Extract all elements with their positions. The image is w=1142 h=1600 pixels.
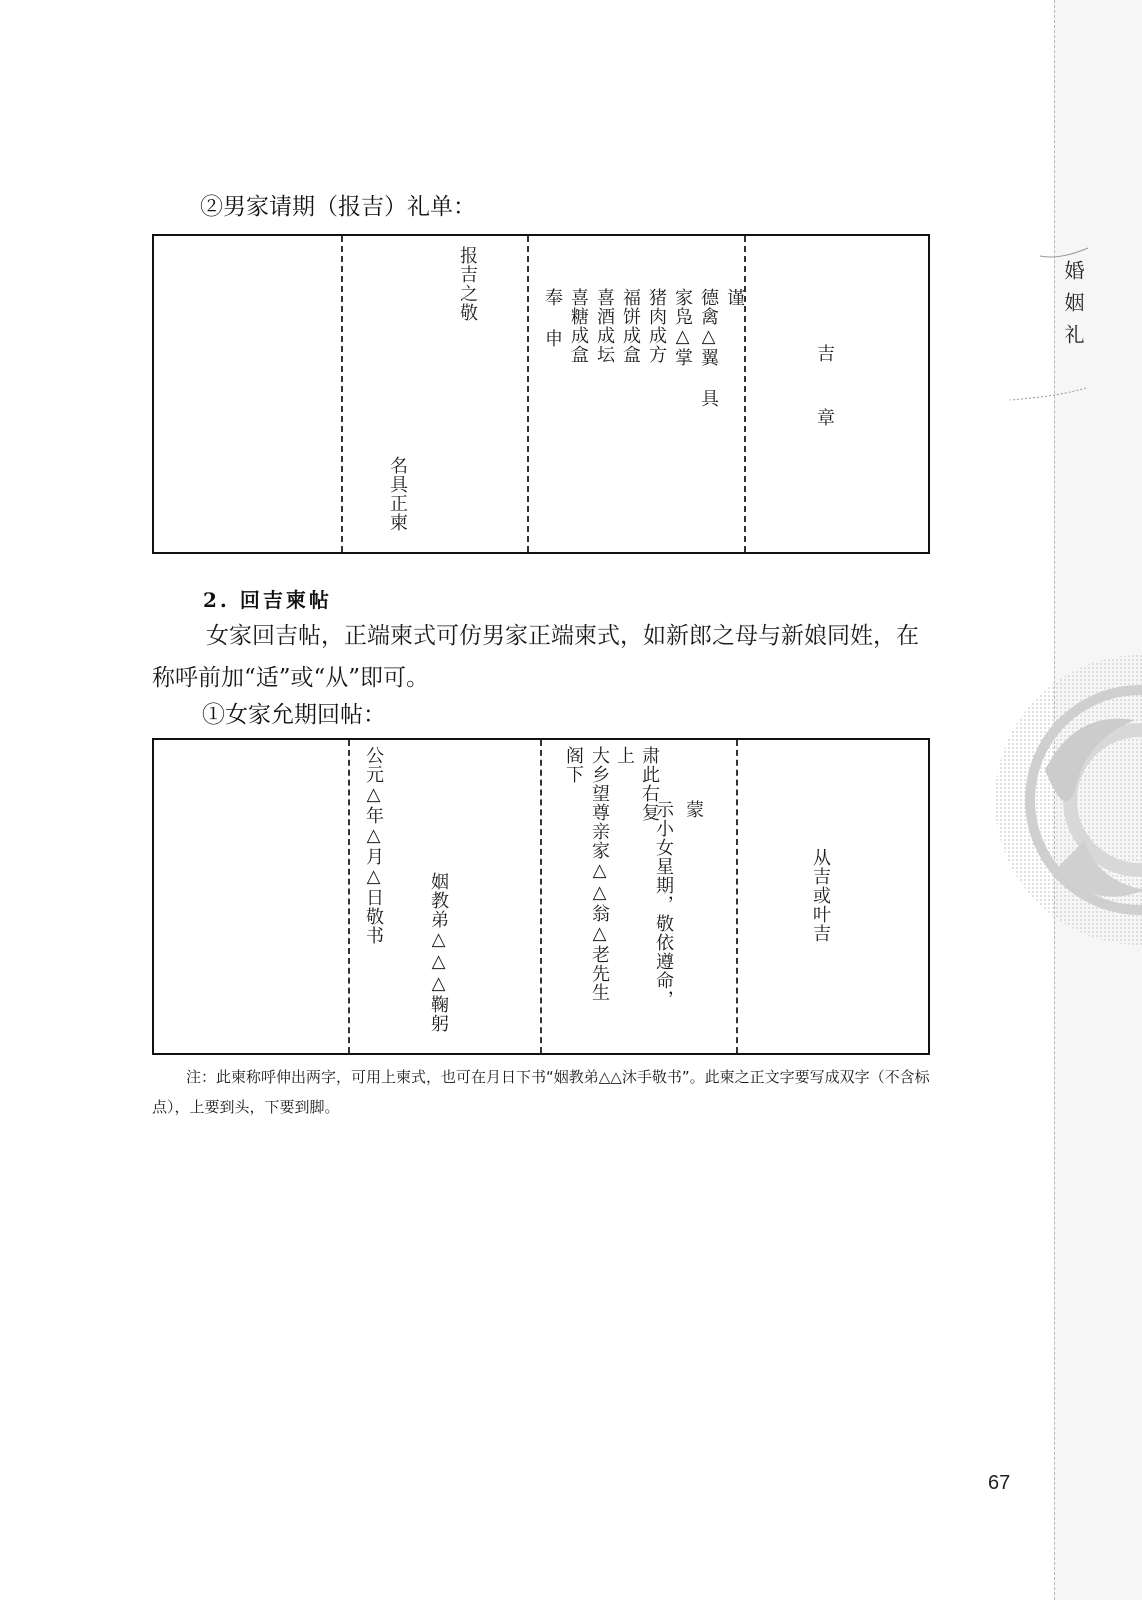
reply-line: 阁下 xyxy=(563,746,584,784)
gift-line: 德禽△翼 具 xyxy=(698,288,719,408)
gift-line: 谨 xyxy=(724,288,745,307)
gift-list-form xyxy=(152,234,930,554)
gift-line: 福饼成盒 xyxy=(620,288,641,364)
form-text-signature: 名具正柬 xyxy=(387,456,408,532)
form-divider xyxy=(348,740,350,1053)
section-heading-request-date: ②男家请期（报吉）礼单： xyxy=(200,194,476,220)
decorative-medallion xyxy=(975,650,1142,950)
reply-line: 上 xyxy=(614,746,635,765)
reply-line: 大乡望尊亲家△△翁△老先生 xyxy=(589,746,610,1002)
page-number: 67 xyxy=(988,1472,1011,1494)
reply-line: 肃此右复 xyxy=(639,746,660,822)
footnote: 注：此柬称呼伸出两字，可用上柬式，也可在月日下书“姻教弟△△沐手敬书”。此柬之正文字要写成双字（不含标点），上要到头，下要到脚。 xyxy=(152,1068,930,1116)
form-divider xyxy=(744,236,746,552)
section-title-reply-card: 2. 回吉柬帖 xyxy=(203,588,332,612)
form-text-date: 公元△年△月△日敬书 xyxy=(363,746,384,945)
gift-line: 家凫△掌 xyxy=(672,288,693,367)
section-paragraph: 女家回吉帖，正端柬式可仿男家正端柬式，如新郎之母与新娘同姓，在称呼前加“适”或“从”即可。 xyxy=(152,623,919,691)
gift-line: 喜酒成坛 xyxy=(594,288,615,364)
reply-card-form xyxy=(152,738,930,1055)
form-divider xyxy=(527,236,529,552)
form-divider xyxy=(736,740,738,1053)
reply-line: 示小女星期，敬依遵命， xyxy=(653,800,674,1009)
gift-line: 猪肉成方 xyxy=(646,288,667,364)
reply-line: 蒙 xyxy=(683,800,704,819)
section-heading-reply: ①女家允期回帖： xyxy=(202,702,386,728)
form-divider xyxy=(341,236,343,552)
form-text-ji: 吉 xyxy=(814,344,835,363)
form-divider xyxy=(540,740,542,1053)
gift-line: 喜糖成盒 xyxy=(568,288,589,364)
gift-line: 奉 申 xyxy=(542,288,563,348)
chapter-side-title: 婚姻礼 xyxy=(1061,260,1085,356)
form-text-zhang: 章 xyxy=(814,408,835,427)
form-text-cong-ji: 从吉或叶吉 xyxy=(810,848,831,943)
form-text-signature: 姻教弟△△△鞠躬 xyxy=(428,872,449,1033)
form-text-bao-ji: 报吉之敬 xyxy=(457,246,478,322)
